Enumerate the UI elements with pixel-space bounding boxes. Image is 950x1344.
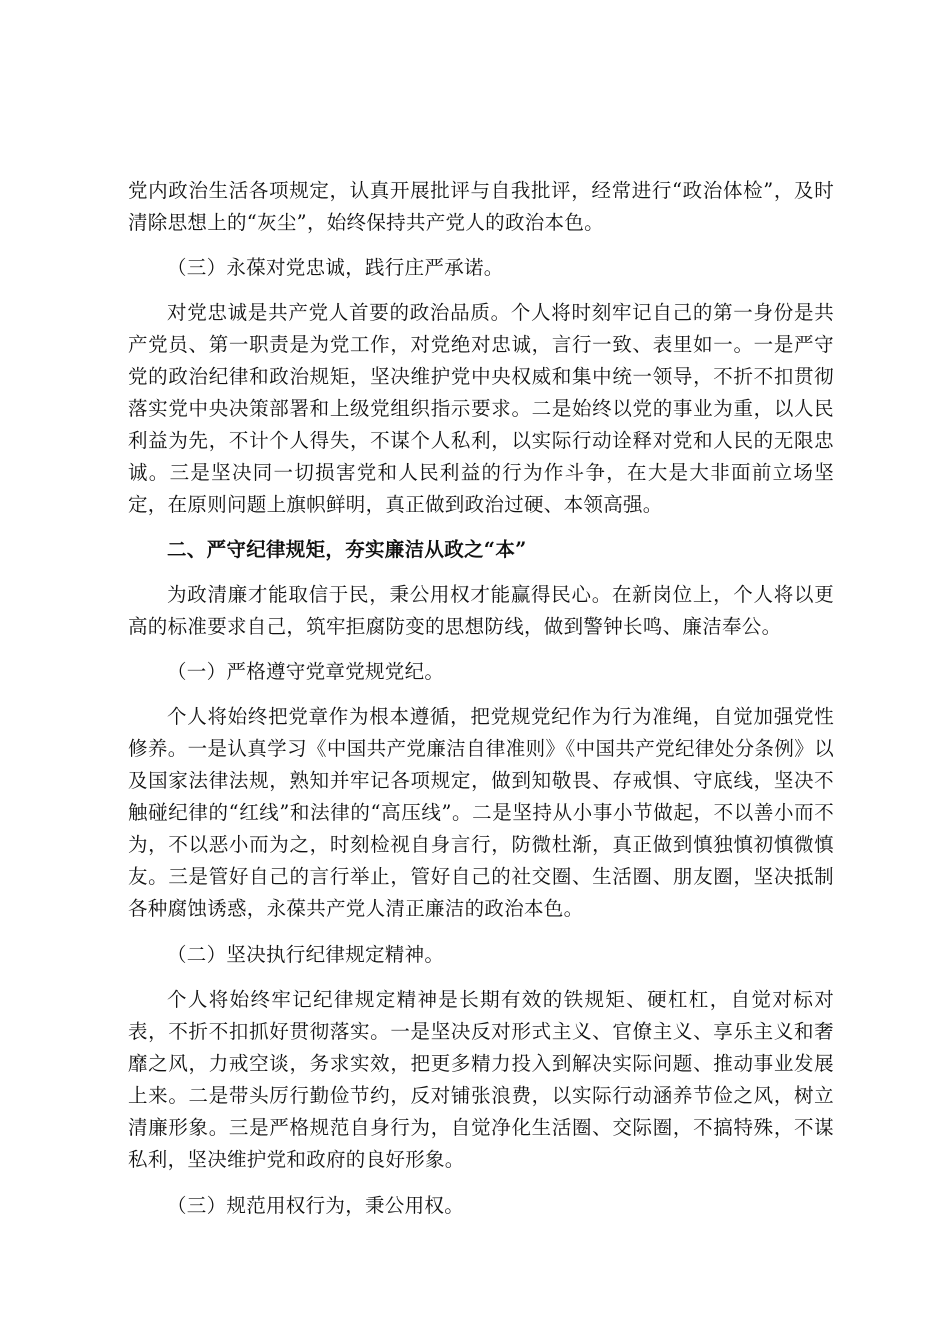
section-heading-discipline: 二、严守纪律规矩，夯实廉洁从政之“本” bbox=[167, 538, 527, 561]
subheading-loyalty: （三）永葆对党忠诚，践行庄严承诺。 bbox=[167, 256, 504, 279]
paragraph-discipline-spirit: 个人将始终牢记纪律规定精神是长期有效的铁规矩、硬杠杠，自觉对标对表，不折不扣抓好贯彻落实。一是坚决反对形式主义、官僚主义、享乐主义和奢靡之风，力戒空谈，务求实效，把更多精力投入到解决实际问题、推动事业发展上来。二是带头厉行勤俭节约，反对铺张浪费，以实际行动涵养节俭之风，树立清廉形象。三是严格规范自身行为，自觉净化生活圈、交际圈，不搞特殊，不谋私利，坚决维护党和政府的良好形象。 bbox=[128, 988, 834, 1171]
paragraph-integrity-intro: 为政清廉才能取信于民，秉公用权才能赢得民心。在新岗位上，个人将以更高的标准要求自己，筑牢拒腐防变的思想防线，做到警钟长鸣、廉洁奉公。 bbox=[128, 583, 834, 638]
document-body bbox=[128, 175, 834, 1222]
paragraph-continued: 党内政治生活各项规定，认真开展批评与自我批评，经常进行“政治体检”，及时清除思想上的“灰尘”，始终保持共产党人的政治本色。 bbox=[128, 179, 834, 234]
paragraph-loyalty: 对党忠诚是共产党人首要的政治品质。个人将时刻牢记自己的第一身份是共产党员、第一职责是为党工作，对党绝对忠诚，言行一致、表里如一。一是严守党的政治纪律和政治规矩，坚决维护党中央权威和集中统一领导，不折不扣贯彻落实党中央决策部署和上级党组织指示要求。二是始终以党的事业为重，以人民利益为先，不计个人得失，不谋个人私利，以实际行动诠释对党和人民的无限忠诚。三是坚决同一切损害党和人民利益的行为作斗争，在大是大非面前立场坚定，在原则问题上旗帜鲜明，真正做到政治过硬、本领高强。 bbox=[128, 301, 834, 516]
paragraph-party-rules: 个人将始终把党章作为根本遵循，把党规党纪作为行为准绳，自觉加强党性修养。一是认真学习《中国共产党廉洁自律准则》《中国共产党纪律处分条例》以及国家法律法规，熟知并牢记各项规定，做到知敬畏、存戒惧、守底线，坚决不触碰纪律的“红线”和法律的“高压线”。二是坚持从小事小节做起，不以善小而不为，不以恶小而为之，时刻检视自身言行，防微杜渐，真正做到慎独慎初慎微慎友。三是管好自己的言行举止，管好自己的社交圈、生活圈、朋友圈，坚决抵制各种腐蚀诱惑，永葆共产党人清正廉洁的政治本色。 bbox=[128, 705, 834, 920]
subheading-discipline-spirit: （二）坚决执行纪律规定精神。 bbox=[167, 943, 445, 966]
subheading-party-rules: （一）严格遵守党章党规党纪。 bbox=[167, 660, 445, 683]
subheading-power-use: （三）规范用权行为，秉公用权。 bbox=[167, 1194, 465, 1217]
